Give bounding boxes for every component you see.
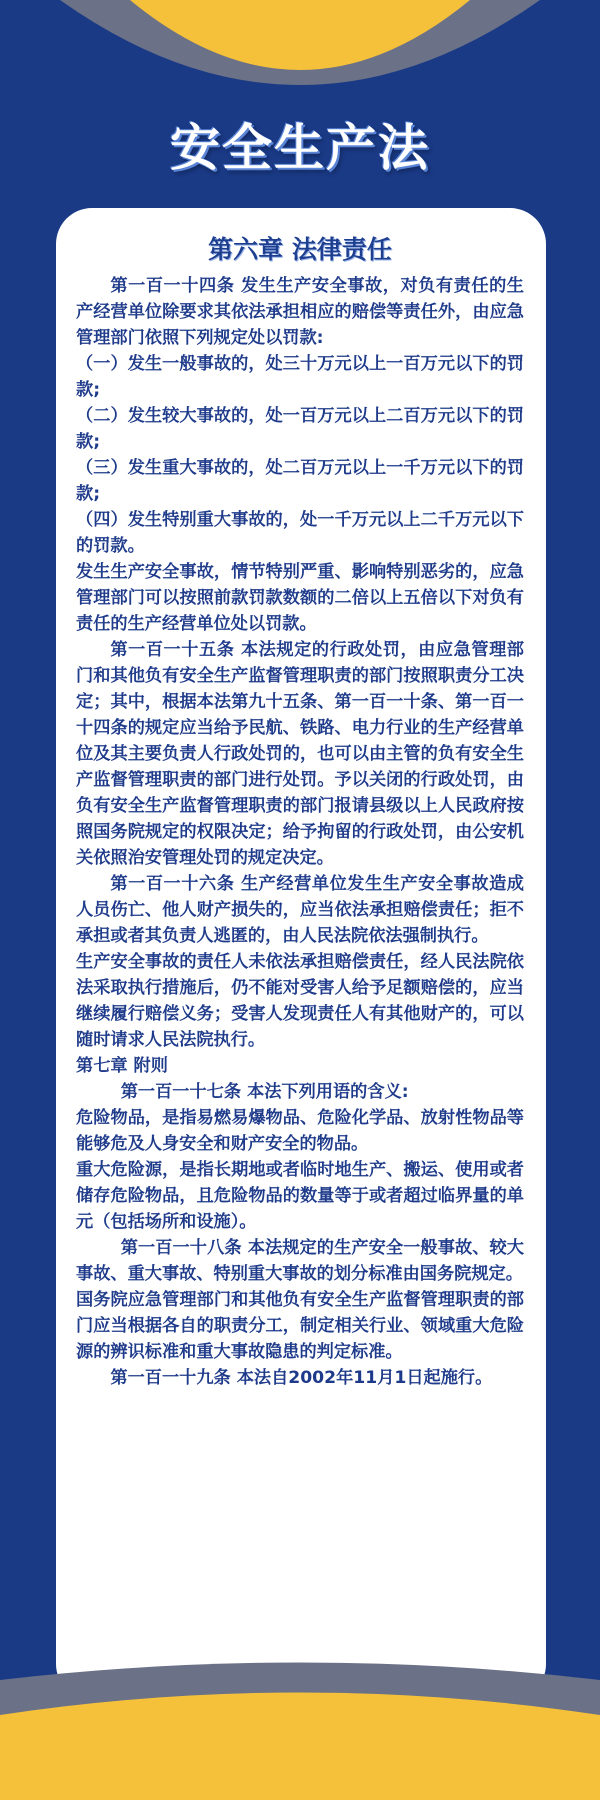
article-117-definition-1: 危险物品，是指易燃易爆物品、危险化学品、放射性物品等能够危及人身安全和财产安全的物品。 (76, 1107, 524, 1154)
article-118-clause-2: 国务院应急管理部门和其他负有安全生产监督管理职责的部门应当根据各自的职责分工，制定相关行业、领域重大危险源的辨识标准和重大事故隐患的判定标准。 (76, 1289, 524, 1362)
article-115: 第一百一十五条 本法规定的行政处罚，由应急管理部门和其他负有安全生产监督管理职责的部门按照职责分工决定；其中，根据本法第九十五条、第一百一十条、第一百一十四条的规定应当给予民航、铁路、电力行业的生产经营单位及其主要负责人行政处罚的，也可以由主管的负有安全生产监督管理职责的部门进行处罚。予以关闭的行政处罚，由负有安全生产监督管理职责的部门报请县级以上人民政府按照国务院规定的权限决定；给予拘留的行政处罚，由公安机关依照治安管理处罚的规定决定。 (76, 639, 524, 868)
content-card (56, 208, 546, 1700)
article-117: 第一百一十七条 本法下列用语的含义: (120, 1081, 409, 1102)
top-gray-arc (60, 0, 540, 85)
article-114-item-4: （四）发生特别重大事故的，处一千万元以上二千万元以下的罚款。 (76, 509, 524, 556)
bottom-yellow-arc (0, 1693, 600, 1800)
article-118: 第一百一十八条 本法规定的生产安全一般事故、较大事故、重大事故、特别重大事故的划分标准由国务院规定。 (76, 1237, 524, 1284)
top-yellow-arc (130, 0, 470, 70)
article-114-item-1: （一）发生一般事故的，处三十万元以上一百万元以下的罚款; (76, 353, 524, 400)
chapter-6-title: 第六章 法律责任 (208, 235, 392, 264)
page-title: 安全生产法 (170, 118, 430, 177)
article-116-clause-2: 生产安全事故的责任人未依法承担赔偿责任，经人民法院依法采取执行措施后，仍不能对受害人给予足额赔偿的，应当继续履行赔偿义务；受害人发现责任人有其他财产的，可以随时请求人民法院执行。 (76, 951, 524, 1050)
article-114: 第一百一十四条 发生生产安全事故，对负有责任的生产经营单位除要求其依法承担相应的赔偿等责任外，由应急管理部门依照下列规定处以罚款: (76, 275, 524, 348)
article-114-item-2: （二）发生较大事故的，处一百万元以上二百万元以下的罚款; (76, 405, 524, 452)
article-119: 第一百一十九条 本法自2002年11月1日起施行。 (110, 1367, 493, 1388)
article-117-definition-2: 重大危险源，是指长期地或者临时地生产、搬运、使用或者储存危险物品，且危险物品的数量等于或者超过临界量的单元（包括场所和设施）。 (76, 1159, 524, 1232)
article-116: 第一百一十六条 生产经营单位发生生产安全事故造成人员伤亡、他人财产损失的，应当依法承担赔偿责任；拒不承担或者其负责人逃匿的，由人民法院依法强制执行。 (76, 873, 524, 946)
article-114-clause-2: 发生生产安全事故，情节特别严重、影响特别恶劣的，应急管理部门可以按照前款罚款数额的二倍以上五倍以下对负有责任的生产经营单位处以罚款。 (76, 561, 524, 634)
chapter-7-title: 第七章 附则 (76, 1055, 168, 1076)
top-decoration (0, 0, 600, 110)
article-114-item-3: （三）发生重大事故的，处二百万元以上一千万元以下的罚款; (76, 457, 524, 504)
